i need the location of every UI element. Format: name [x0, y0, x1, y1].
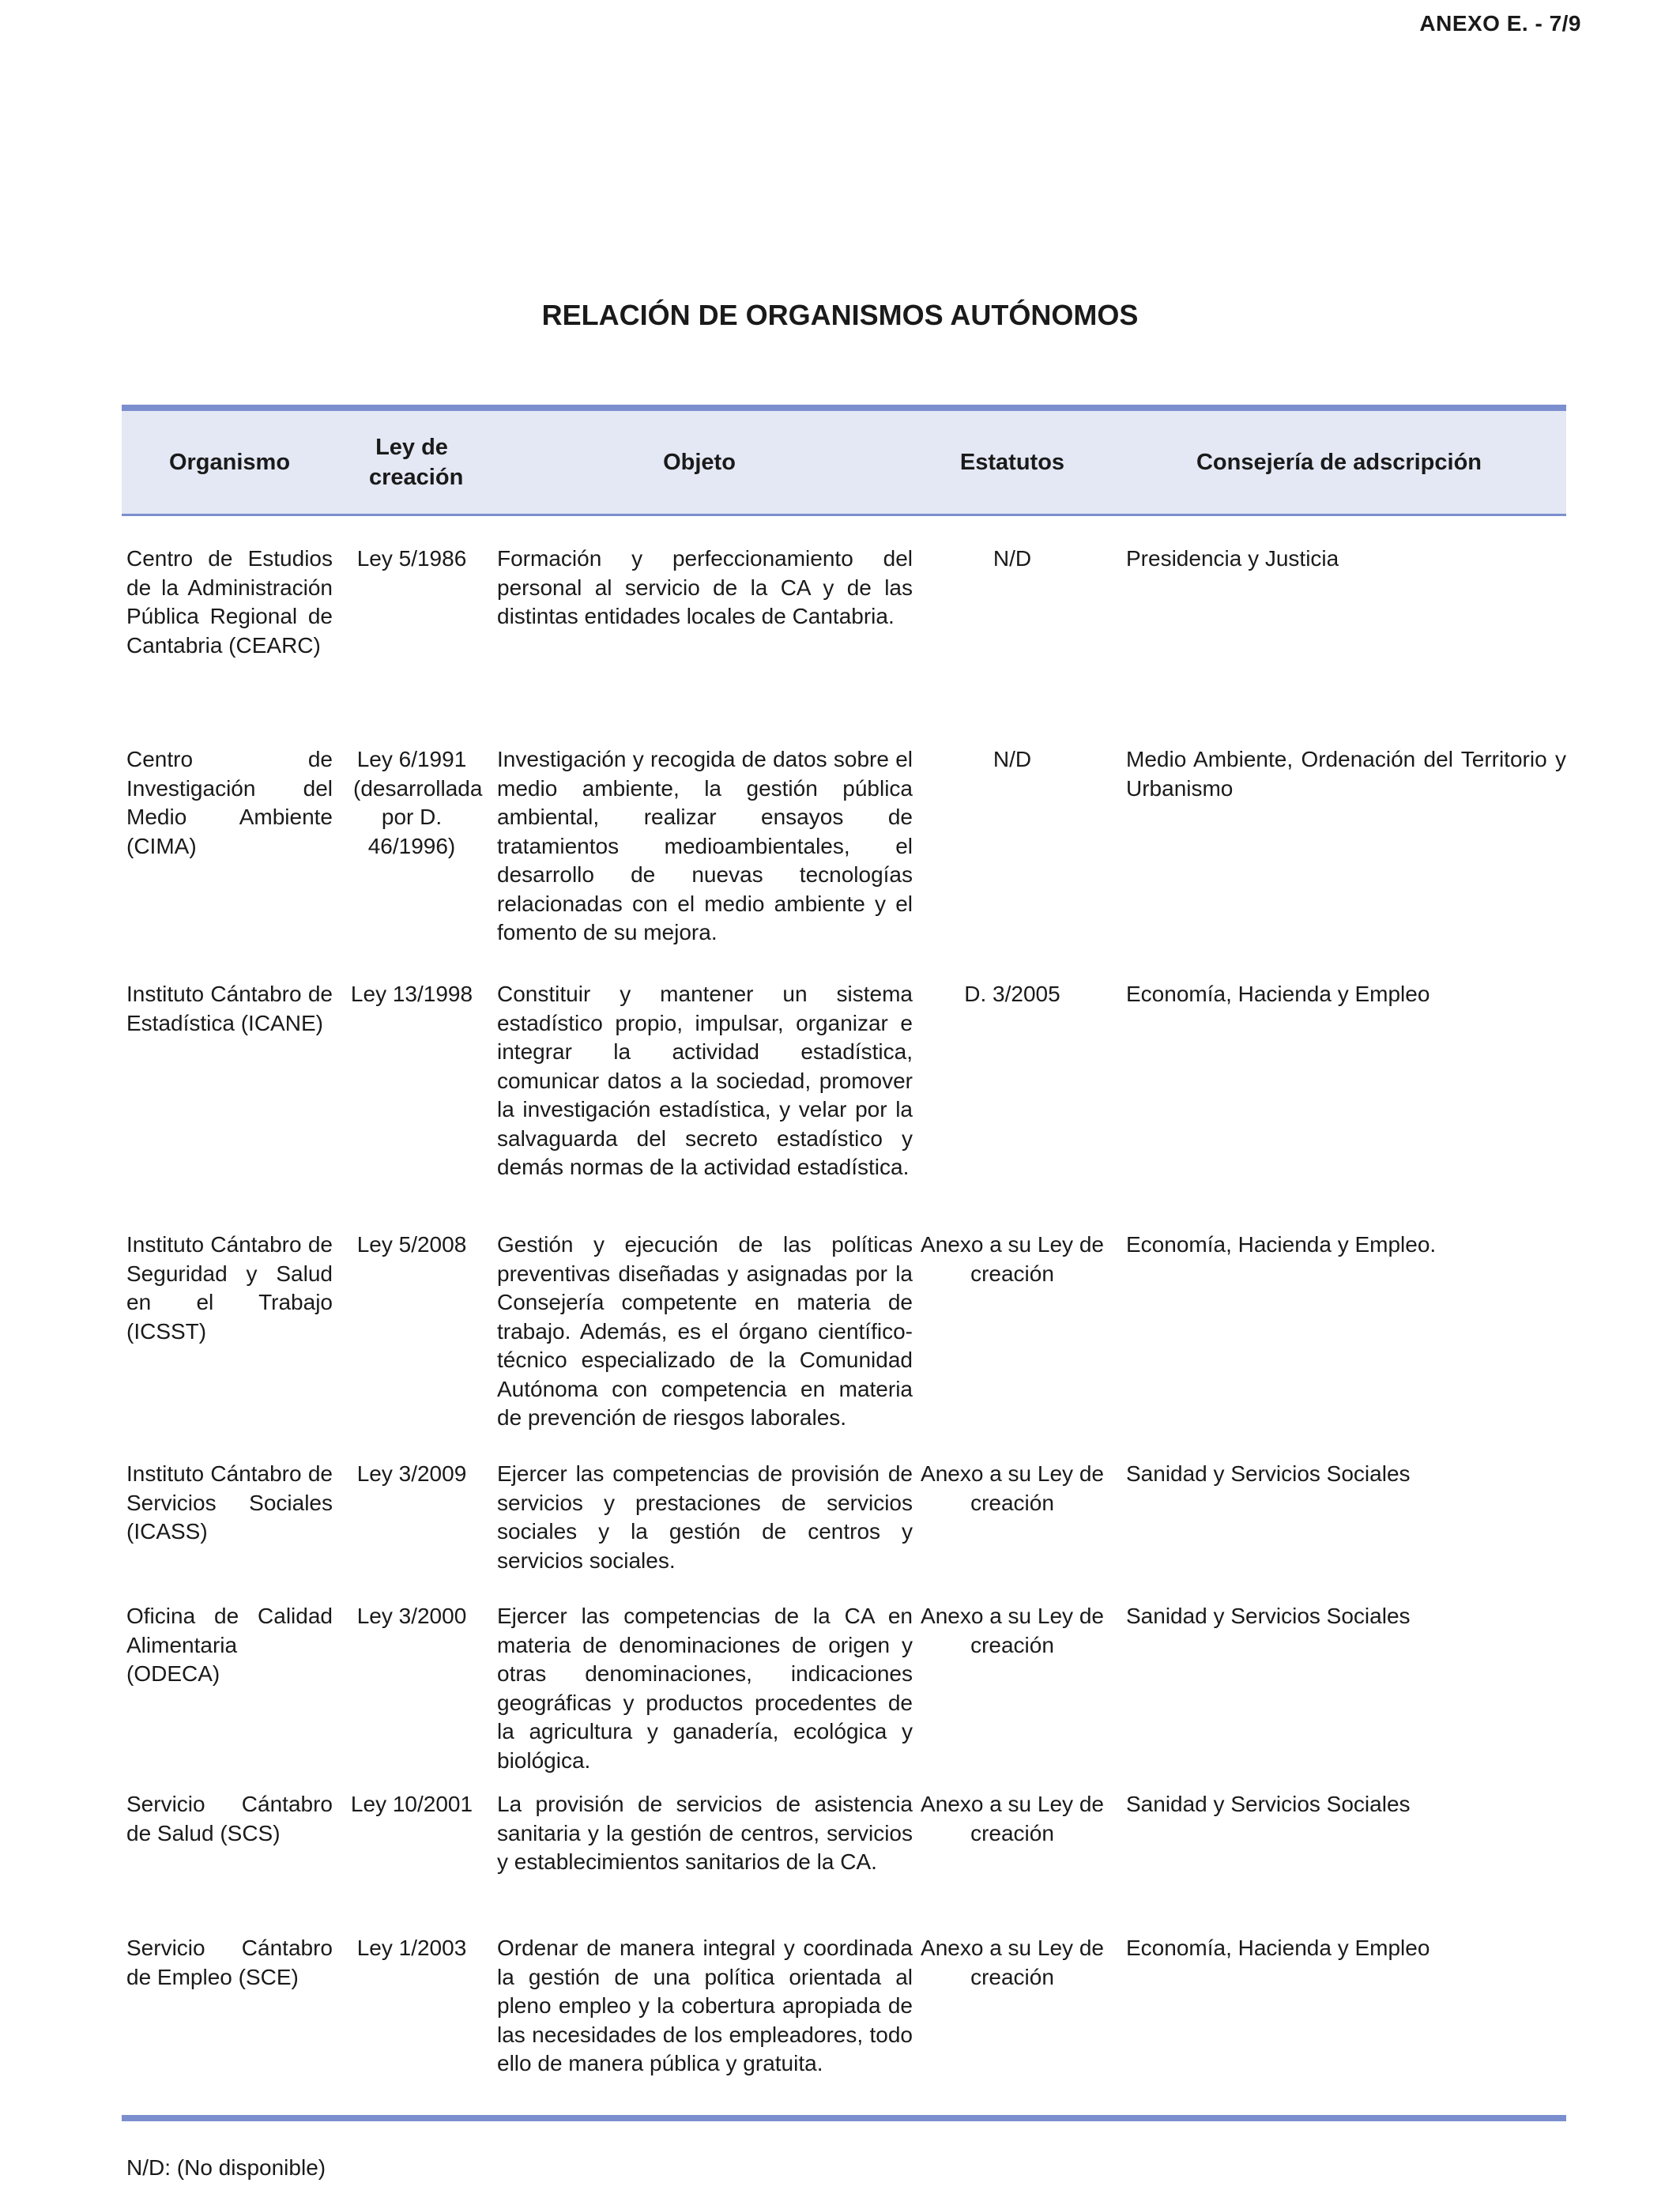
cell-estatutos: Anexo a su Ley de creación — [921, 1604, 1104, 1657]
cell-objeto: Formación y perfeccionamiento del personal al servicio de la CA y de las distintas entidades locales de Cantabria. — [497, 546, 913, 628]
table-row — [122, 1602, 1566, 1790]
table-row — [122, 1934, 1566, 2092]
header-objeto: Objeto — [663, 450, 736, 475]
cell-objeto: Ejercer las competencias de provisión de servicios y prestaciones de servicios sociales y la gestión de centros y servicios sociales. — [497, 1461, 913, 1573]
cell-organismo: Oficina de Calidad Alimentaria (ODECA) — [126, 1604, 333, 1686]
cell-ley: Ley 13/1998 — [350, 982, 473, 1006]
cell-objeto: Ordenar de manera integral y coordinada la gestión de una política orientada al pleno empleo y la cobertura apropiada de las necesidades de los empleadores, todo ello de manera pública y gratuita. — [497, 1936, 913, 2075]
page-header: ANEXO E. - 7/9 — [1419, 11, 1581, 36]
cell-organismo: Instituto Cántabro de Seguridad y Salud en el Trabajo (ICSST) — [126, 1232, 333, 1344]
organisms-table — [122, 405, 1566, 2092]
cell-organismo: Servicio Cántabro de Salud (SCS) — [126, 1792, 333, 1845]
cell-organismo: Centro de Investigación del Medio Ambiente (CIMA) — [126, 747, 333, 858]
table-body — [122, 516, 1566, 2092]
table-header — [122, 411, 1566, 516]
cell-ley: Ley 10/2001 — [350, 1792, 473, 1816]
table-bottom-rule — [122, 2115, 1566, 2121]
cell-consejeria: Sanidad y Servicios Sociales — [1126, 1792, 1411, 1816]
table-top-rule — [122, 405, 1566, 411]
cell-ley: Ley 6/1991 (desarrollada por D. 46/1996) — [353, 747, 483, 858]
cell-estatutos: Anexo a su Ley de creación — [921, 1461, 1104, 1515]
table-row — [122, 1460, 1566, 1602]
page-title: RELACIÓN DE ORGANISMOS AUTÓNOMOS — [541, 299, 1139, 331]
header-organismo: Organismo — [168, 450, 291, 475]
cell-ley: Ley 3/2000 — [356, 1604, 467, 1628]
cell-objeto: Investigación y recogida de datos sobre el medio ambiente, la gestión pública ambiental, realizar ensayos de tratamientos medioambientales, el desarrollo de nuevas tecnologías relacionadas con el medio ambiente y el fomento de su mejora. — [497, 747, 913, 944]
cell-organismo: Instituto Cántabro de Servicios Sociales (ICASS) — [126, 1461, 333, 1544]
cell-ley: Ley 3/2009 — [356, 1461, 467, 1486]
cell-estatutos: Anexo a su Ley de creación — [921, 1232, 1104, 1286]
cell-objeto: Gestión y ejecución de las políticas preventivas diseñadas y asignadas por la Consejería competente en materia de trabajo. Además, es el órgano científico-técnico especializado de la Comunidad Autónoma con competencia en materia de prevención de riesgos laborales. — [497, 1232, 913, 1430]
cell-objeto: Ejercer las competencias de la CA en materia de denominaciones de origen y otras denominaciones, indicaciones geográficas y productos procedentes de la agricultura y ganadería, ecológica y biológica. — [497, 1604, 913, 1773]
cell-consejeria: Presidencia y Justicia — [1126, 546, 1339, 571]
cell-consejeria: Medio Ambiente, Ordenación del Territorio y Urbanismo — [1126, 747, 1566, 801]
cell-consejeria: Sanidad y Servicios Sociales — [1126, 1604, 1411, 1628]
header-ley: Ley de creación — [369, 435, 464, 490]
cell-organismo: Servicio Cántabro de Empleo (SCE) — [126, 1936, 333, 1989]
cell-ley: Ley 1/2003 — [356, 1936, 467, 1960]
table-row — [122, 1231, 1566, 1460]
table-row — [122, 745, 1566, 980]
cell-estatutos: N/D — [993, 546, 1032, 571]
cell-estatutos: Anexo a su Ley de creación — [921, 1936, 1104, 1989]
cell-objeto: La provisión de servicios de asistencia sanitaria y la gestión de centros, servicios y establecimientos sanitarios de la CA. — [497, 1792, 913, 1874]
cell-objeto: Constituir y mantener un sistema estadístico propio, impulsar, organizar e integrar la actividad estadística, comunicar datos a la sociedad, promover la investigación estadística, y velar por la salvaguarda del secreto estadístico y demás normas de la actividad estadística. — [497, 982, 913, 1179]
cell-estatutos: D. 3/2005 — [964, 982, 1060, 1006]
table-row — [122, 1790, 1566, 1934]
header-estatutos: Estatutos — [959, 450, 1065, 475]
cell-consejeria: Economía, Hacienda y Empleo — [1126, 982, 1430, 1006]
cell-consejeria: Economía, Hacienda y Empleo — [1126, 1936, 1430, 1960]
cell-organismo: Centro de Estudios de la Administración Pública Regional de Cantabria (CEARC) — [126, 546, 333, 658]
footnote: N/D: (No disponible) — [126, 2155, 326, 2180]
cell-ley: Ley 5/2008 — [356, 1232, 467, 1257]
cell-organismo: Instituto Cántabro de Estadística (ICANE) — [126, 982, 333, 1035]
header-consejeria: Consejería de adscripción — [1196, 450, 1482, 475]
cell-consejeria: Economía, Hacienda y Empleo. — [1126, 1232, 1437, 1257]
table-row — [122, 545, 1566, 745]
cell-estatutos: N/D — [993, 747, 1032, 771]
cell-estatutos: Anexo a su Ley de creación — [921, 1792, 1104, 1845]
table-row — [122, 980, 1566, 1231]
cell-consejeria: Sanidad y Servicios Sociales — [1126, 1461, 1411, 1486]
cell-ley: Ley 5/1986 — [356, 546, 467, 571]
